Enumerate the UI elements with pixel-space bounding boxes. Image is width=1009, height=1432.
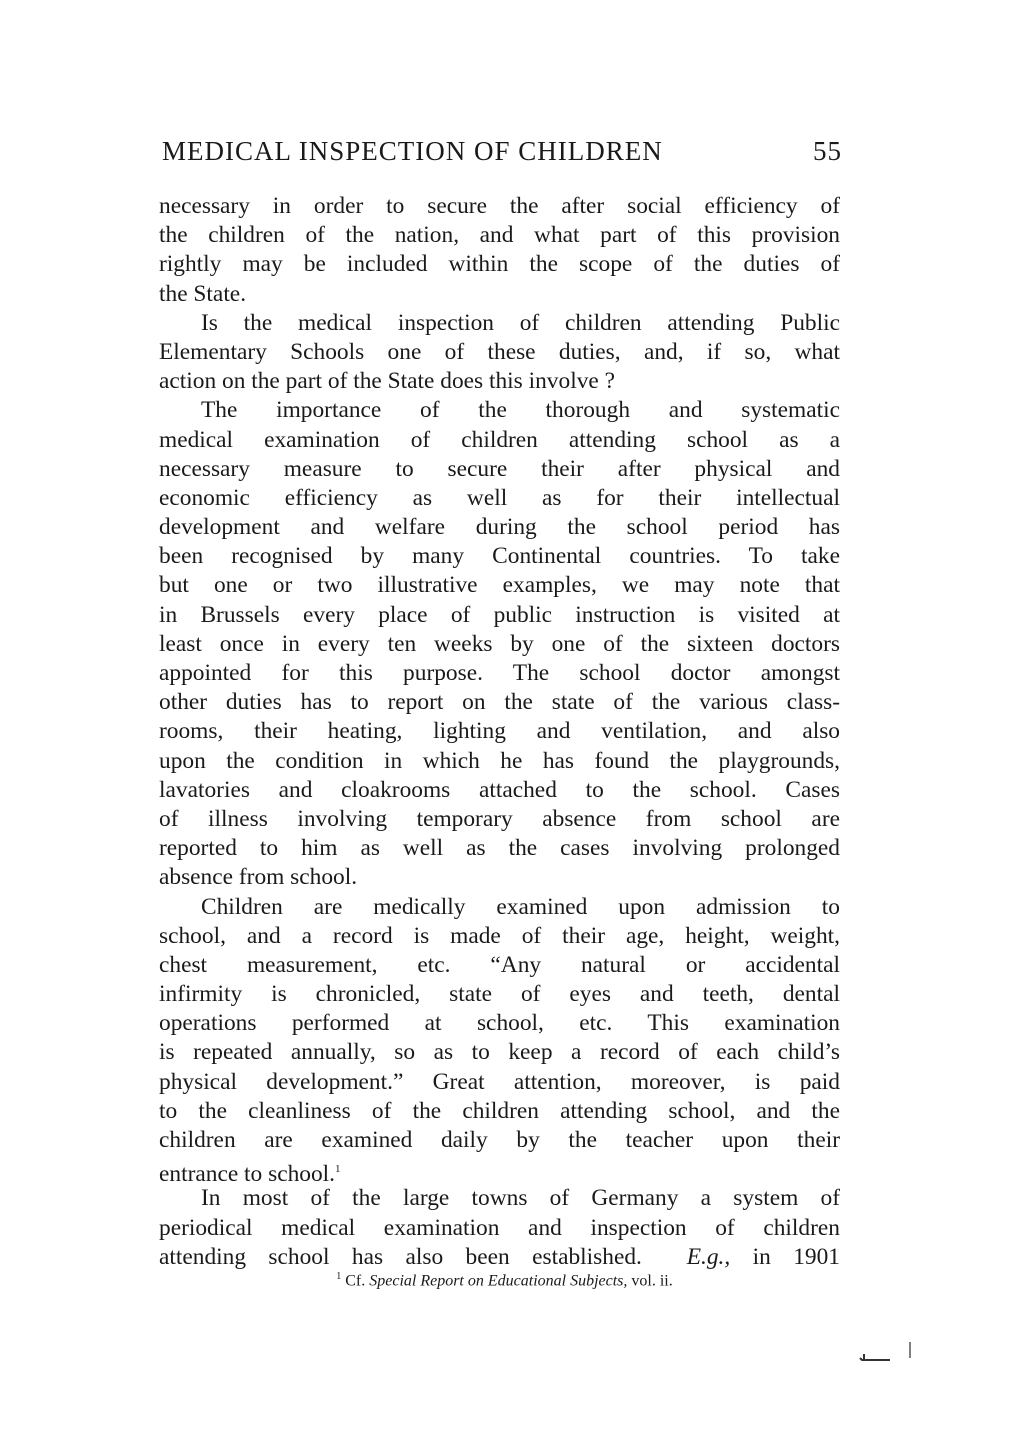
footnote-prefix: Cf. [345, 1272, 366, 1290]
text-line: been recognised by many Continental countries. To take [159, 543, 840, 570]
footnote-title: Special Report on Educational Subjects, [369, 1272, 628, 1290]
text-line: in Brussels every place of public instruction is visited at [159, 601, 840, 628]
text-line: appointed for this purpose. The school doctor amongst [159, 660, 840, 686]
text-line: of illness involving temporary absence from school are [159, 805, 840, 832]
footnote-mark: 1 [336, 1271, 342, 1282]
text-line [159, 1155, 840, 1184]
scan-edge-mark [856, 1338, 926, 1368]
text-line: lavatories and cloakrooms attached to the school. Cases [159, 776, 840, 803]
text-line: economic efficiency as well as for their intellectual [159, 484, 840, 511]
text-line: chest measurement, etc. “Any natural or accidental [159, 951, 840, 978]
text-line: Is the medical inspection of children attending Public [201, 309, 840, 336]
text-line: least once in every ten weeks by one of the sixteen doctors [159, 630, 840, 657]
page-number: 55 [813, 136, 842, 166]
text-line: periodical medical examination and inspection of children [159, 1214, 840, 1241]
text-line: the children of the nation, and what part of this provision [159, 222, 840, 249]
text-line: reported to him as well as the cases involving prolonged [159, 835, 840, 862]
body-text [159, 192, 840, 1272]
text-line: rooms, their heating, lighting and ventilation, and also [159, 718, 840, 745]
footnote [0, 1267, 1009, 1291]
text-line: In most of the large towns of Germany a system of [201, 1185, 840, 1212]
text-line: the State. [159, 280, 247, 307]
text-line-content: entrance to school. [159, 1160, 336, 1185]
running-head [162, 136, 842, 170]
text-line: Children are medically examined upon admission to [201, 893, 840, 920]
text-line: infirmity is chronicled, state of eyes and teeth, dental [159, 981, 840, 1008]
text-line: necessary in order to secure the after social efficiency of [159, 193, 840, 219]
text-line: other duties has to report on the state of the various class- [159, 689, 840, 716]
running-title: MEDICAL INSPECTION OF CHILDREN [162, 136, 663, 166]
scan-mark-graphic [856, 1338, 926, 1368]
text-line: development and welfare during the school period has [159, 514, 840, 541]
text-line: operations performed at school, etc. This examination [159, 1010, 840, 1037]
text-line: but one or two illustrative examples, we may note that [159, 572, 840, 599]
text-line: to the cleanliness of the children attending school, and the [159, 1097, 840, 1124]
text-line: absence from school. [159, 864, 358, 891]
text-line-end: in 1901 [752, 1243, 840, 1270]
text-line: children are examined daily by the teacher upon their [159, 1127, 840, 1153]
eg-abbreviation: E.g., [686, 1243, 731, 1270]
text-line: action on the part of the State does this involve ? [159, 368, 616, 395]
text-line: medical examination of children attending school as a [159, 426, 840, 453]
text-line: The importance of the thorough and systematic [201, 397, 840, 424]
footnote-reference: 1 [335, 1163, 341, 1176]
text-line: physical development.” Great attention, moreover, is paid [159, 1068, 840, 1095]
text-line: school, and a record is made of their age, height, weight, [159, 922, 840, 949]
text-line: upon the condition in which he has found the playgrounds, [159, 747, 840, 774]
text-line: is repeated annually, so as to keep a record of each child’s [159, 1039, 840, 1066]
text-line: rightly may be included within the scope of the duties of [159, 251, 840, 278]
text-line: Elementary Schools one of these duties, and, if so, what [159, 338, 840, 365]
text-line: necessary measure to secure their after physical and [159, 455, 840, 482]
footnote-suffix: vol. ii. [631, 1272, 673, 1290]
text-line-start: attending school has also been established. [159, 1243, 642, 1270]
